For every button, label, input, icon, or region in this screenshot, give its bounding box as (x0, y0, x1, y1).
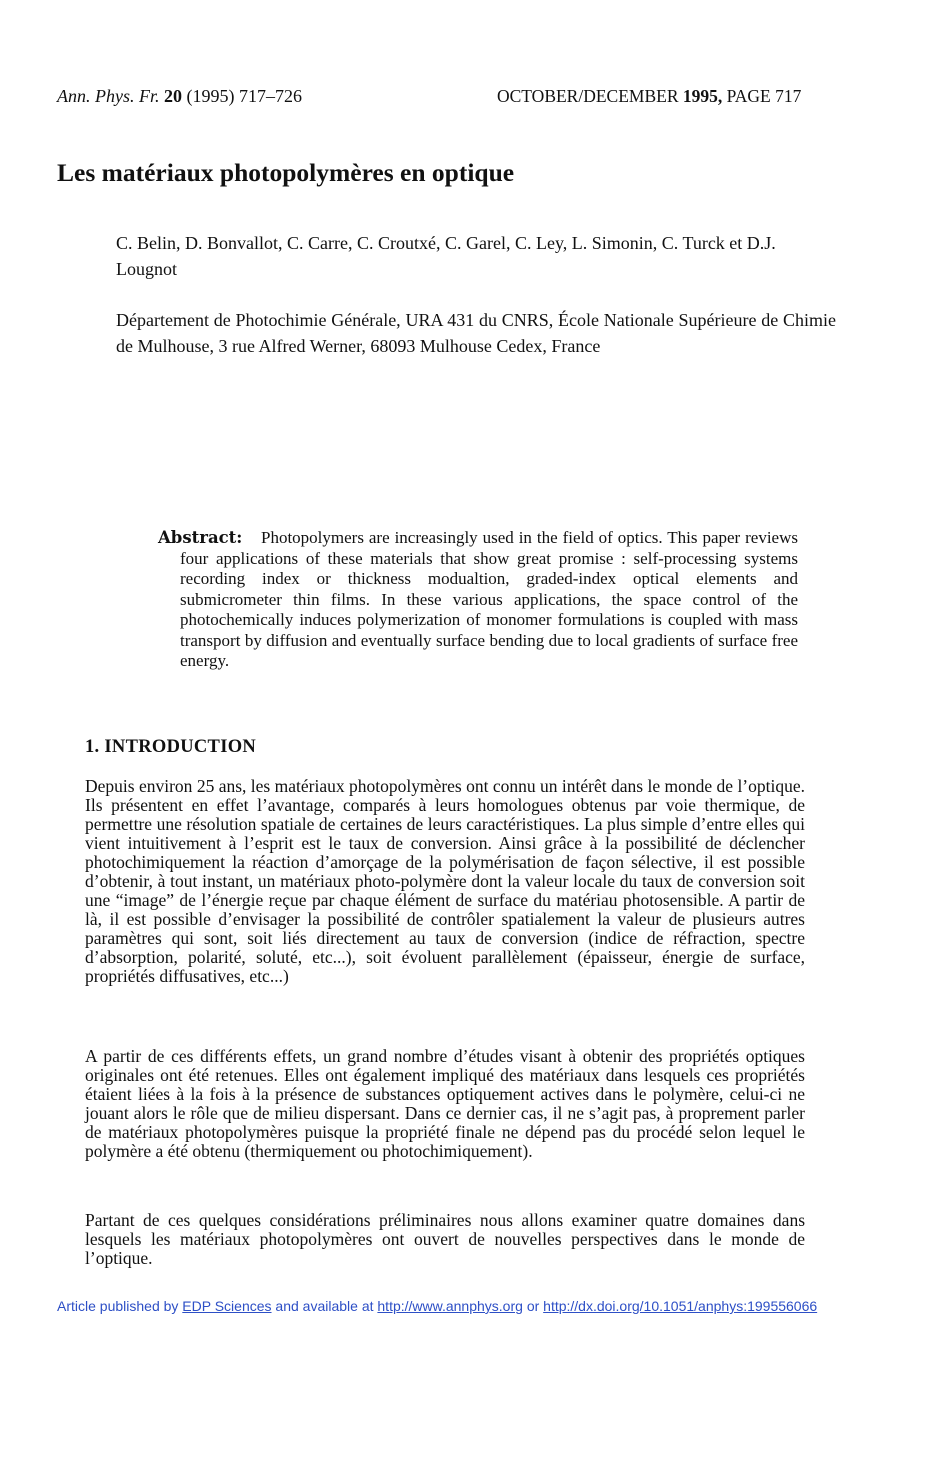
abstract-text: Photopolymers are increasingly used in the field of optics. This paper reviews four applications of these materials that show great promise : self-processing systems recording index or thickness modualtion, graded-index optical elements and submicrometer thin films. In these various applications, the space control of the photochemically induces polymerization of monomer formulations is coupled with mass transport by diffusion and eventually surface bending due to local gradients of surface free energy. (180, 528, 798, 670)
footer-or: or (526, 1298, 540, 1314)
article-title: Les matériaux photopolymères en optique (57, 158, 515, 187)
author-list: C. Belin, D. Bonvallot, C. Carre, C. Croutxé, C. Garel, C. Ley, L. Simonin, C. Turck et D.J. Lougnot (116, 233, 776, 279)
abstract-block (158, 528, 798, 672)
journal-pages: (1995) 717–726 (186, 86, 302, 106)
journal-url-link[interactable]: http://www.annphys.org (377, 1298, 523, 1314)
publisher-link[interactable]: EDP Sciences (182, 1298, 272, 1314)
page-number: PAGE 717 (726, 86, 802, 106)
body-paragraph: Depuis environ 25 ans, les matériaux photopolymères ont connu un intérêt dans le monde de l’optique. Ils présentent en effet l’avantage, comparés à leurs homologues obtenus par voie thermique, de permettre une résolution spatiale de certaines de leurs caractéristiques. La plus simple d’entre elles qui vient intuitivement à l’esprit est le taux de conversion. Ainsi grâce à la possibilité de déclencher photochimiquement la réaction d’amorçage de la polymérisation de façon sélective, il est possible d’obtenir, à tout instant, un matériaux photo-polymère dont la valeur locale du taux de conversion soit une “image” de l’énergie reçue par chaque élément de surface du matériau photosensible. A partir de là, il est possible d’envisager la possibilité de contrôler spatialement la valeur de plusieurs autres paramètres qui sont, soit liés directement au taux de conversion (indice de réfraction, spectre d’absorption, polarité, soluté, etc...), soit évoluent parallèlement (épaisseur, énergie de surface, propriétés diffusatives, etc...) (85, 776, 805, 986)
doi-link[interactable]: http://dx.doi.org/10.1051/anphys:199556066 (543, 1298, 818, 1314)
body-paragraph: Partant de ces quelques considérations préliminaires nous allons examiner quatre domaines dans lesquels les matériaux photopolymères ont ouvert de nouvelles perspectives dans le monde de l’optique. (85, 1210, 805, 1268)
running-header-date (497, 86, 801, 107)
section-heading (85, 737, 256, 758)
footer-middle: and available at (275, 1298, 374, 1314)
body-paragraph: A partir de ces différents effets, un grand nombre d’études visant à obtenir des propriétés optiques originales ont été retenues. Elles ont également impliqué des matériaux dans lesquels ces propriétés étaient liées à la fois à la présence de substances optiquement actives dans le polymère, celui-ci ne jouant alors le rôle que de milieu dispersant. Dans ce dernier cas, il ne s’agit pas, à proprement parler de matériaux photopolymères puisque la propriété finale ne dépend pas du procédé selon lequel le polymère a été obtenu (thermiquement ou photochimiquement). (85, 1046, 805, 1161)
abstract-label: Abstract: (158, 528, 243, 547)
issue-date: OCTOBER/DECEMBER (497, 86, 679, 106)
running-header-citation (57, 86, 302, 107)
publication-footer (57, 1298, 817, 1314)
section-number: 1. (85, 737, 100, 757)
issue-year: 1995, (682, 86, 723, 106)
section-title: INTRODUCTION (104, 737, 257, 757)
affiliation: Département de Photochimie Générale, URA 431 du CNRS, École Nationale Supérieure de Chimie de Mulhouse, 3 rue Alfred Werner, 68093 Mulhouse Cedex, France (116, 310, 836, 356)
journal-volume: 20 (164, 86, 182, 106)
footer-prefix: Article published by (57, 1298, 179, 1314)
journal-name: Ann. Phys. Fr. (57, 86, 160, 106)
